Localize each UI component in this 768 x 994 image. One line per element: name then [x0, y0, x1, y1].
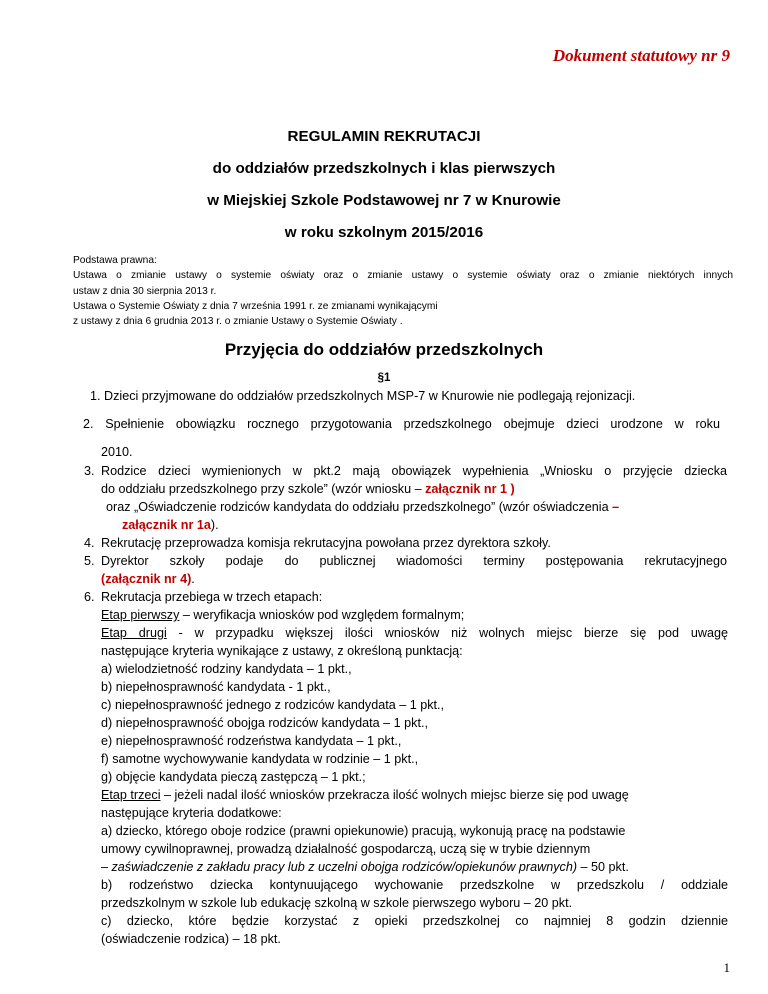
item-2-line-2: 2010.: [101, 445, 133, 459]
extra-b-line-2: przedszkolnym w szkole lub edukację szkolną w szkole pierwszego wyboru – 20 pkt.: [101, 896, 573, 910]
criterion-d: d) niepełnosprawność obojga rodziców kandydata – 1 pkt.,: [101, 716, 428, 730]
legal-basis-line-3: z ustawy z dnia 6 grudnia 2013 r. o zmianie Ustawy o Systemie Oświaty .: [73, 316, 403, 328]
attachment-1a-ref: załącznik nr 1a: [122, 518, 211, 532]
criterion-g: g) objęcie kandydata pieczą zastępczą – 1 pkt.;: [101, 770, 366, 784]
criterion-f: f) samotne wychowywanie kandydata w rodzinie – 1 pkt.,: [101, 752, 419, 766]
item-3-line-3: oraz „Oświadczenie rodziców kandydata do oddziału przedszkolnego” (wzór oświadczenia –: [106, 500, 620, 514]
title-line-3: w Miejskiej Szkole Podstawowej nr 7 w Knurowie: [207, 192, 561, 209]
stage-3-label: Etap trzeci: [101, 788, 161, 802]
extra-a-line-3: – zaświadczenie z zakładu pracy lub z uczelni obojga rodziców/opiekunów prawnych) – 50 pkt.: [101, 860, 629, 874]
paragraph-sign: §1: [377, 372, 391, 384]
stage-3-line-1: Etap trzeci – jeżeli nadal ilość wniosków przekracza ilość wolnych miejsc bierze się pod uwagę: [101, 788, 629, 802]
item-6: Rekrutacja przebiega w trzech etapach:: [101, 590, 323, 604]
section-heading: Przyjęcia do oddziałów przedszkolnych: [224, 340, 544, 359]
criterion-e: e) niepełnosprawność rodzeństwa kandydata – 1 pkt.,: [101, 734, 402, 748]
item-5-line-1: Dyrektor szkoły podaje do publicznej wiadomości terminy postępowania rekrutacyjnego: [101, 554, 727, 568]
title-line-2: do oddziałów przedszkolnych i klas pierwszych: [212, 160, 556, 177]
stage-3-line-2: następujące kryteria dodatkowe:: [101, 806, 282, 820]
legal-basis-line-1b: ustaw z dnia 30 sierpnia 2013 r.: [73, 285, 217, 297]
legal-basis-line-2: Ustawa o Systemie Oświaty z dnia 7 września 1991 r. ze zmianami wynikającymi: [73, 300, 438, 312]
stage-1: Etap pierwszy – weryfikacja wniosków pod względem formalnym;: [101, 608, 465, 622]
extra-a-line-2: umowy cywilnoprawnej, prowadzą działalność gospodarczą, uczą się w trybie dziennym: [101, 842, 591, 856]
attachment-1-ref: załącznik nr 1 ): [425, 482, 515, 496]
attachment-4-ref: (załącznik nr 4): [101, 572, 192, 586]
item-2-line-1: 2. Spełnienie obowiązku rocznego przygotowania przedszkolnego obejmuje dzieci urodzone w roku: [83, 417, 720, 431]
stage-2-line-2: następujące kryteria wynikające z ustawy, z określoną punktacją:: [101, 644, 463, 658]
page-number: 1: [723, 960, 730, 975]
item-3-line-2: do oddziału przedszkolnego przy szkole” (wzór wniosku – załącznik nr 1 ): [101, 482, 515, 496]
extra-b-line-1: b) rodzeństwo dziecka kontynuującego wychowanie przedszkolne w przedszkolu / oddziale: [101, 878, 728, 892]
legal-basis: [73, 253, 733, 329]
stage-1-label: Etap pierwszy: [101, 608, 180, 622]
extra-a-line-1: a) dziecko, którego oboje rodzice (prawni opiekunowie) pracują, wykonują pracę na podstawie: [101, 824, 626, 838]
title-line-1: REGULAMIN REKRUTACJI: [287, 128, 481, 145]
criterion-a: a) wielodzietność rodziny kandydata – 1 pkt.,: [101, 662, 352, 676]
extra-c-line-2: (oświadczenie rodzica) – 18 pkt.: [101, 932, 281, 946]
stage-2-line-1: Etap drugi - w przypadku większej ilości wniosków niż wolnych miejsc bierze się pod uwagę: [101, 626, 728, 640]
extra-c-line-1: c) dziecko, które będzie korzystać z opieki przedszkolnej co najmniej 8 godzin dziennie: [101, 914, 728, 928]
item-4: Rekrutację przeprowadza komisja rekrutacyjna powołana przez dyrektora szkoły.: [101, 536, 551, 550]
statute-label: Dokument statutowy nr 9: [552, 46, 730, 65]
item-3-line-1: Rodzice dzieci wymienionych w pkt.2 mają obowiązek wypełnienia „Wniosku o przyjęcie dziecka: [101, 464, 727, 478]
item-3-number: 3.: [84, 464, 95, 478]
item-3-line-4: załącznik nr 1a).: [122, 518, 219, 532]
legal-basis-label: Podstawa prawna:: [73, 255, 157, 266]
item-5-number: 5.: [84, 554, 95, 568]
criterion-b: b) niepełnosprawność kandydata - 1 pkt.,: [101, 680, 331, 694]
item-1: 1. Dzieci przyjmowane do oddziałów przedszkolnych MSP-7 w Knurowie nie podlegają rejonizacji.: [90, 389, 636, 403]
stage-2-label: Etap drugi: [101, 626, 167, 640]
title-line-4: w roku szkolnym 2015/2016: [284, 224, 484, 241]
item-6-number: 6.: [84, 590, 95, 604]
criterion-c: c) niepełnosprawność jednego z rodziców kandydata – 1 pkt.,: [101, 698, 445, 712]
item-5-line-2: (załącznik nr 4).: [101, 572, 195, 586]
legal-basis-line-1a: Ustawa o zmianie ustawy o systemie oświaty oraz o zmianie ustawy o systemie oświaty oraz o zmianie niektórych innych: [73, 270, 733, 282]
item-4-number: 4.: [84, 536, 95, 550]
